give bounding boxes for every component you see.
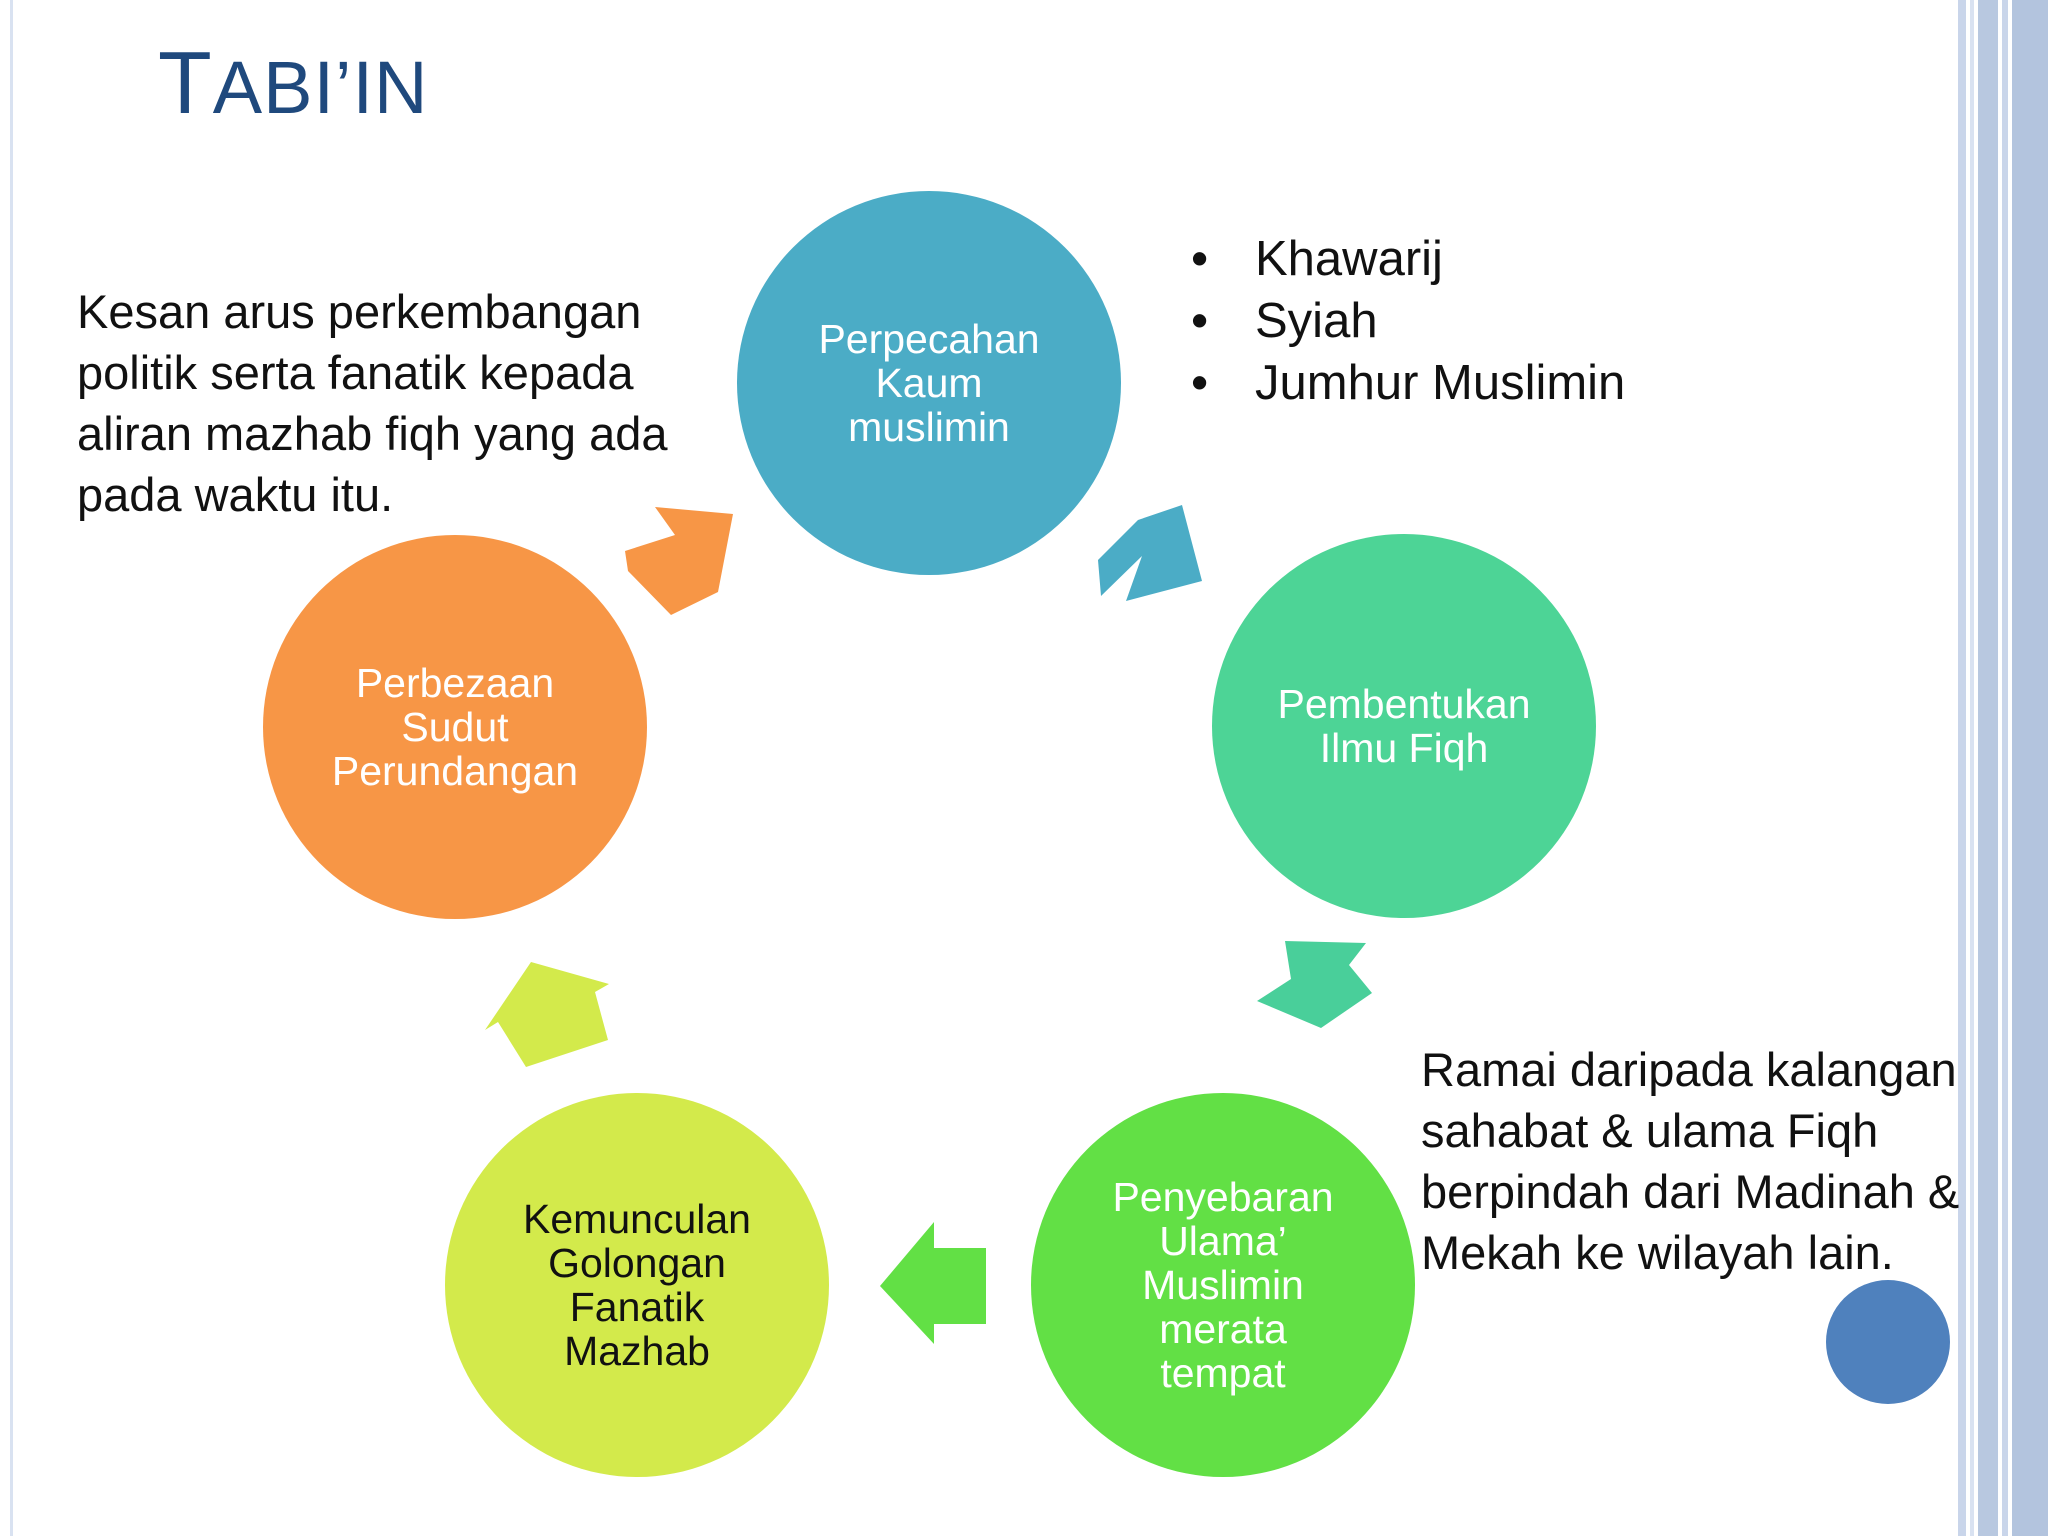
- node-label: Perbezaan Sudut Perundangan: [331, 660, 579, 794]
- node-label: Perpecahan Kaum muslimin: [818, 316, 1040, 450]
- arrow-icon: [485, 962, 609, 1067]
- bullet-list: [1185, 228, 1625, 414]
- bullet-item: • Jumhur Muslimin: [1185, 352, 1625, 414]
- node-label: Kemunculan Golongan Fanatik Mazhab: [523, 1196, 751, 1374]
- cycle-node-kemunculan: [445, 1093, 829, 1477]
- page-title: TABI’IN: [158, 33, 429, 132]
- bullet-item: • Khawarij: [1185, 228, 1625, 290]
- node-label: Penyebaran Ulama’ Muslimin merata tempat: [1112, 1174, 1334, 1396]
- arrow-icon: [1098, 505, 1202, 601]
- bullet-item: • Syiah: [1185, 290, 1625, 352]
- arrow-icon: [1257, 941, 1372, 1028]
- cycle-node-perbezaan: [263, 535, 647, 919]
- node-label: Pembentukan Ilmu Fiqh: [1277, 681, 1531, 771]
- cycle-node-perpecahan: [737, 191, 1121, 575]
- cycle-node-pembentukan: [1212, 534, 1596, 918]
- cycle-node-penyebaran: [1031, 1093, 1415, 1477]
- decorative-circle: [1826, 1280, 1950, 1404]
- note-left: Kesan arus perkembangan politik serta fanatik kepada aliran mazhab fiqh yang ada pada waktu itu.: [77, 285, 668, 521]
- note-right: Ramai daripada kalangan sahabat & ulama Fiqh berpindah dari Madinah & Mekah ke wilayah lain.: [1421, 1043, 1960, 1279]
- arrow-icon: [880, 1222, 986, 1344]
